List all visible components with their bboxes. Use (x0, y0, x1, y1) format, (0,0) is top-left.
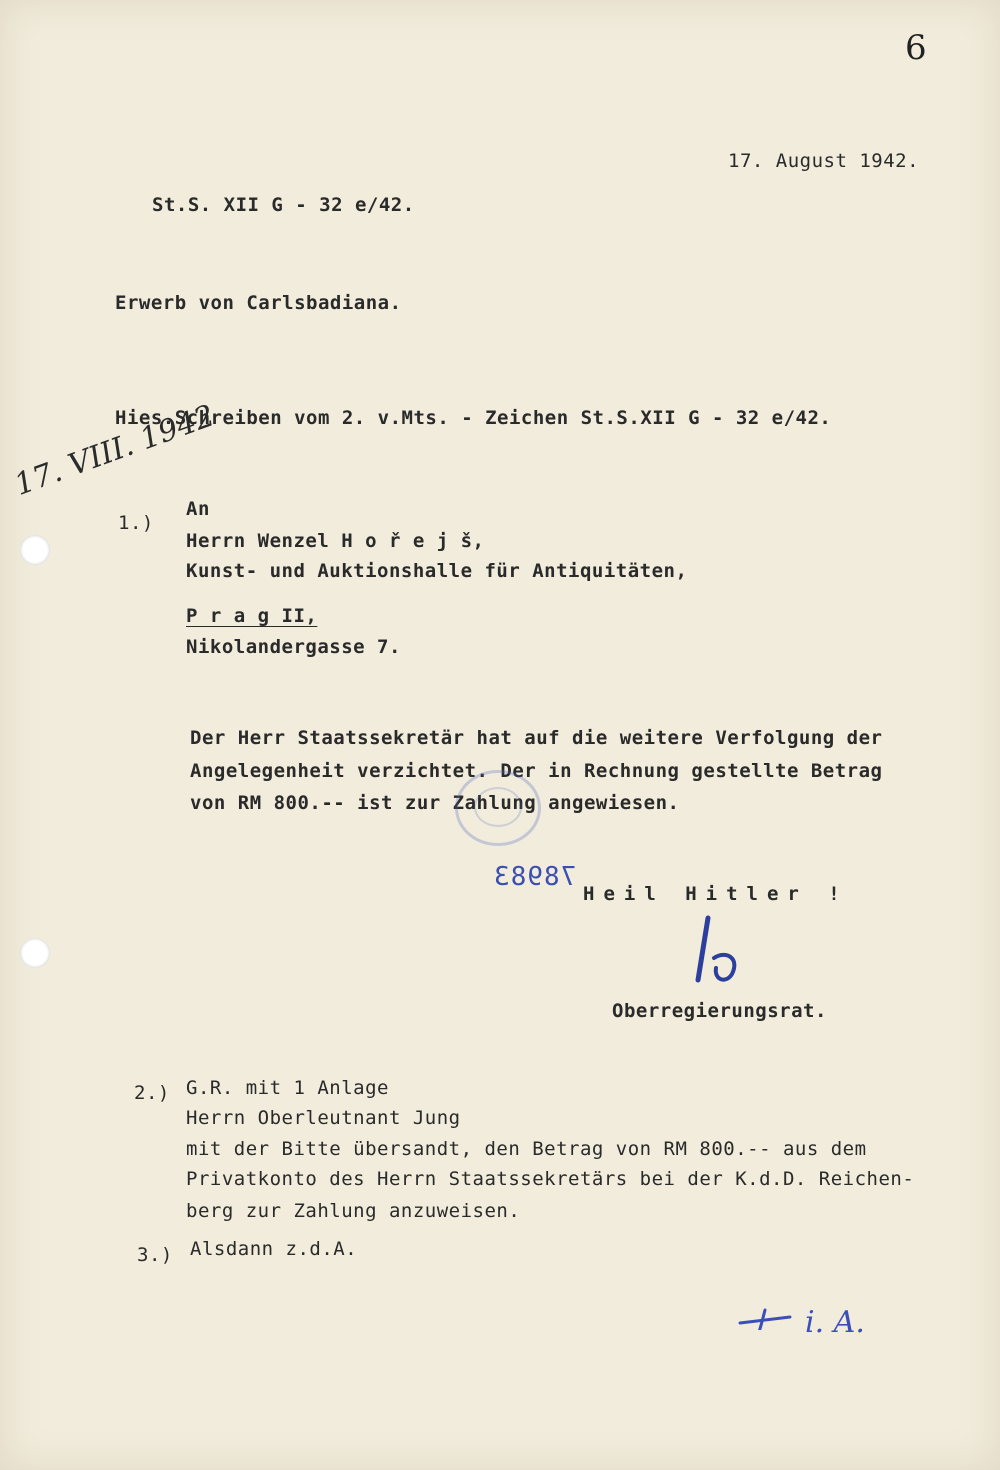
item-3-number: 3.) (137, 1244, 173, 1266)
prior-letter-reference: Hies.Schreiben vom 2. v.Mts. - Zeichen St.S.XII G - 32 e/42. (115, 407, 832, 429)
mirrored-stamp-number: 78983 (493, 862, 577, 892)
recipient-city: P r a g II, (186, 605, 318, 627)
handwritten-note: i. A. (805, 1305, 865, 1340)
document-date: 17. August 1942. (728, 150, 920, 172)
page-number: 6 (905, 28, 927, 68)
signature-title: Oberregierungsrat. (612, 1000, 827, 1022)
punch-hole-bottom (20, 938, 50, 968)
body-line-1: Der Herr Staatssekretär hat auf die weitere Verfolgung der (190, 727, 883, 749)
body-line-3: von RM 800.-- ist zur Zahlung angewiesen. (190, 792, 680, 814)
item-2-number: 2.) (134, 1082, 170, 1104)
body-line-2: Angelegenheit verzichtet. Der in Rechnung gestellte Betrag (190, 760, 883, 782)
item-3-text: Alsdann z.d.A. (190, 1238, 358, 1260)
closing-greeting: Heil Hitler ! (583, 883, 849, 905)
item-2-line-3: mit der Bitte übersandt, den Betrag von RM 800.-- aus dem (186, 1138, 867, 1160)
office-stamp (455, 770, 541, 846)
reference-number: St.S. XII G - 32 e/42. (152, 194, 415, 216)
item-2-line-1: G.R. mit 1 Anlage (186, 1077, 389, 1099)
item-2-line-4: Privatkonto des Herrn Staatssekretärs bei der K.d.D. Reichen- (186, 1168, 915, 1190)
margin-date-annotation: 17. VIII. 1942 (10, 398, 220, 503)
item-2-line-5: berg zur Zahlung anzuweisen. (186, 1200, 521, 1222)
signature-mark (680, 910, 770, 1000)
punch-hole-top (20, 535, 50, 565)
item-1-salutation: An (186, 498, 210, 520)
recipient-street: Nikolandergasse 7. (186, 636, 401, 658)
handwritten-note-mark (735, 1010, 925, 1330)
subject-line: Erwerb von Carlsbadiana. (115, 292, 402, 314)
item-1-number: 1.) (118, 512, 154, 534)
recipient-name: Herrn Wenzel H o ř e j š, (186, 530, 485, 552)
item-2-line-2: Herrn Oberleutnant Jung (186, 1107, 461, 1129)
recipient-company: Kunst- und Auktionshalle für Antiquitäten, (186, 560, 688, 582)
